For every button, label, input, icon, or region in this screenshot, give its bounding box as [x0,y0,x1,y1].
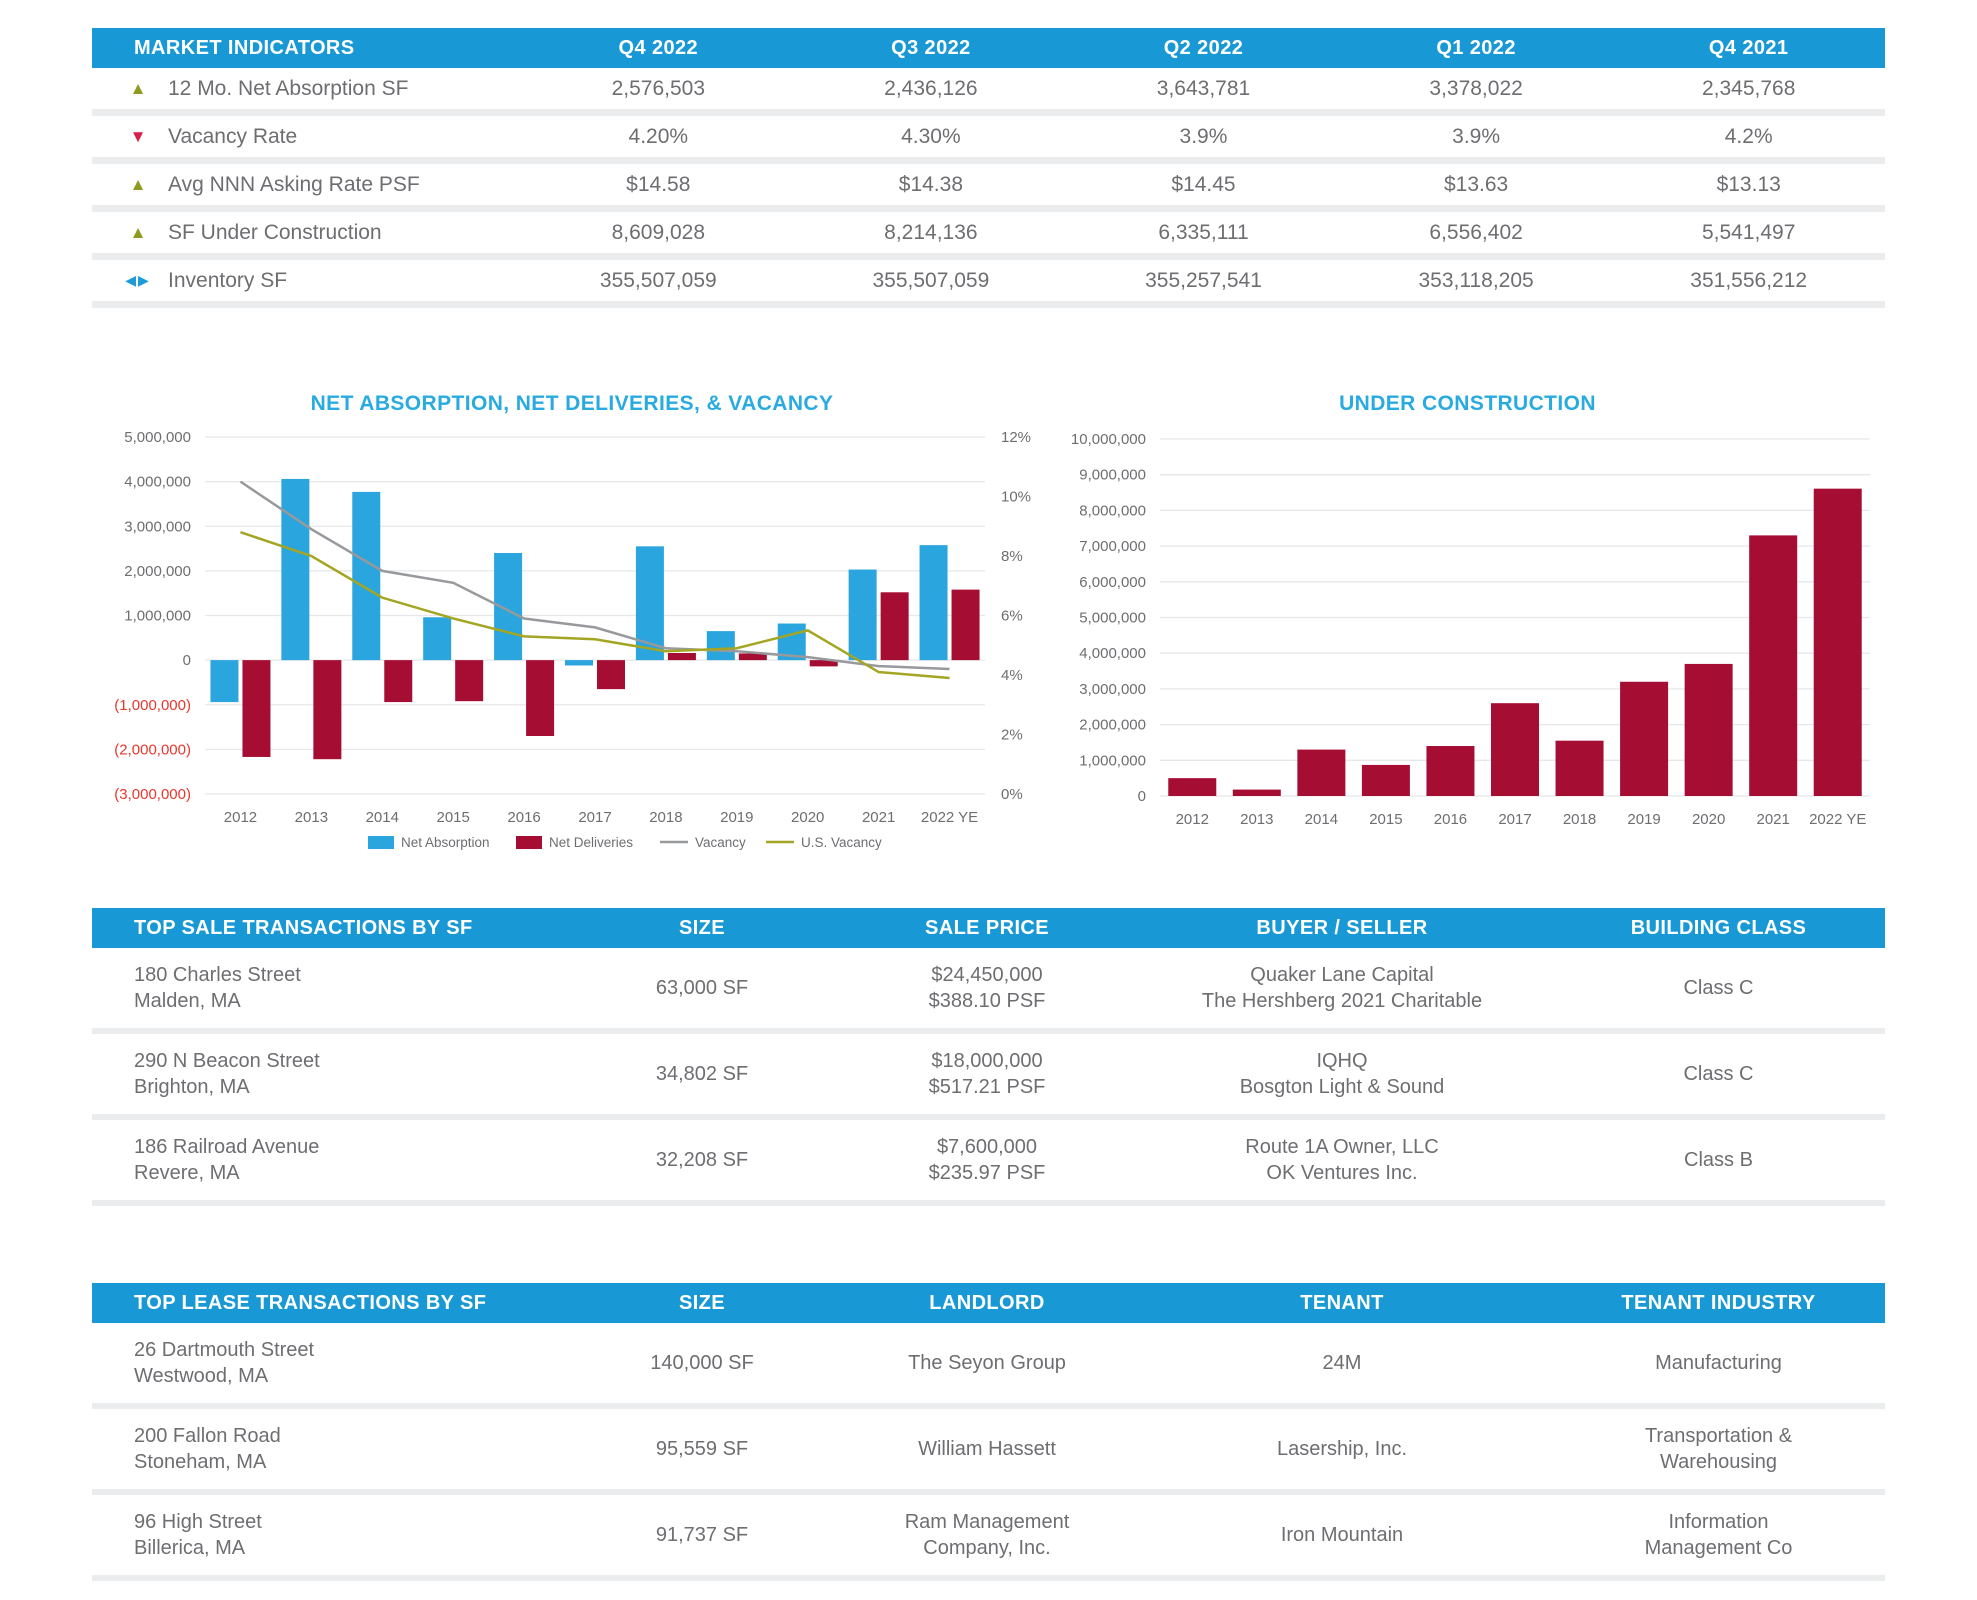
y-axis-label: 7,000,000 [1079,538,1146,556]
y-axis-label: 10,000,000 [1070,431,1146,448]
indicator-value: 6,556,402 [1429,220,1523,244]
property-address-line: Stoneham, MA [134,1451,267,1473]
under-construction-bar [1297,750,1345,796]
buyer-seller-line: Quaker Lane Capital [1250,964,1434,986]
property-address-line: 180 Charles Street [134,964,301,986]
y-axis-label: 3,000,000 [1079,680,1146,698]
landlord-line: Ram Management [904,1511,1070,1533]
table-row [92,1323,1885,1409]
sale-price [842,1134,1132,1186]
column-header-q2-2022: Q2 2022 [1163,36,1244,59]
indicator-label: Vacancy Rate [168,124,298,148]
indicator-value: 8,214,136 [884,220,978,244]
trend-up-icon: ▲ [129,222,147,242]
right-axis-label: 6% [1001,607,1023,625]
net-absorption-bar [210,660,238,702]
x-axis-label: 2016 [507,809,541,826]
column-header-sale-price: SALE PRICE [924,916,1050,939]
sale-price-line: $235.97 PSF [928,1162,1046,1184]
building-class: Class C [1683,977,1754,999]
x-axis-label: 2013 [1240,811,1274,828]
property-address-line: Malden, MA [134,990,241,1012]
sale-price [842,1048,1132,1100]
property-address-line: Brighton, MA [134,1076,250,1098]
market-indicators-table [92,28,1885,308]
sale-price-line: $24,450,000 [931,964,1043,986]
legend-label: Net Absorption [401,835,490,850]
indicator-value: 2,576,503 [611,76,706,100]
property-address-line: Billerica, MA [134,1537,246,1559]
buyer-seller-line: Bosgton Light & Sound [1239,1076,1445,1098]
x-axis-label: 2015 [436,809,470,826]
market-indicators-header [92,28,1885,68]
indicator-value: $13.63 [1443,172,1509,196]
indicator-label-cell [92,221,522,245]
under-construction-chart-title: UNDER CONSTRUCTION [1339,392,1596,415]
left-axis-label: (2,000,000) [114,741,191,759]
column-header-tenant-industry: TENANT INDUSTRY [1621,1291,1816,1314]
legend-label: U.S. Vacancy [801,835,882,850]
property-address [92,1048,562,1100]
indicator-row [92,68,1885,116]
net-deliveries-bar [597,660,625,689]
indicator-value: 8,609,028 [611,220,706,244]
indicator-value: 355,507,059 [872,268,990,292]
sale-price-line: $517.21 PSF [928,1076,1046,1098]
indicator-value: 3.9% [1452,124,1501,148]
net-absorption-bar [849,570,877,661]
x-axis-label: 2020 [1691,811,1726,828]
indicator-label-cell [92,125,522,149]
indicator-value: 353,118,205 [1418,268,1534,292]
table-row [92,1495,1885,1581]
trend-flat-icon: ◀▶ [125,272,151,288]
under-construction-bar [1749,535,1797,796]
sales-table-header [92,908,1885,948]
net-deliveries-bar [952,590,980,661]
right-axis-label: 12% [1001,429,1032,446]
indicator-value: 3,643,781 [1156,76,1251,100]
under-construction-bar [1168,778,1216,796]
property-address-line: 200 Fallon Road [134,1425,281,1447]
market-indicators-body [92,68,1885,308]
x-axis-label: 2013 [294,809,329,826]
landlord [842,1436,1132,1462]
legend-swatch-net-deliveries [516,836,542,849]
net-absorption-bar [565,660,593,665]
property-address [92,1423,562,1475]
building-class: Class B [1684,1149,1753,1171]
under-construction-bar [1233,790,1281,796]
column-header-buyer-seller: BUYER / SELLER [1256,916,1428,939]
left-axis-label: 0 [182,652,191,670]
left-axis-label: 1,000,000 [124,607,191,625]
indicator-value: 4.20% [628,124,689,148]
x-axis-label: 2015 [1369,811,1403,828]
landlord-line: The Seyon Group [908,1352,1066,1374]
y-axis-label: 1,000,000 [1079,752,1146,770]
sales-table-body [92,948,1885,1206]
indicator-value: $13.13 [1716,172,1781,196]
net-deliveries-bar [242,660,270,757]
tenant: Lasership, Inc. [1276,1438,1408,1460]
y-axis-label: 9,000,000 [1079,466,1146,484]
x-axis-label: 2016 [1433,811,1468,828]
indicator-value: 2,345,768 [1701,76,1796,100]
indicator-value: 5,541,497 [1701,220,1796,244]
under-construction-bar [1491,703,1539,796]
tenant-industry-line: Warehousing [1659,1451,1778,1473]
under-construction-bar [1426,746,1474,796]
right-axis-label: 8% [1001,548,1023,565]
tenant-industry [1552,1423,1885,1475]
buyer-seller [1132,1048,1552,1100]
indicator-value: 3.9% [1179,124,1228,148]
indicator-label: 12 Mo. Net Absorption SF [168,76,409,100]
tenant-industry [1552,1509,1885,1561]
table-row [92,948,1885,1034]
buyer-seller-line: IQHQ [1316,1050,1368,1072]
net-absorption-bar [281,479,309,660]
u-s-vacancy-line [240,532,949,678]
sale-price-line: $7,600,000 [936,1136,1038,1158]
trend-down-icon: ▼ [129,126,147,146]
x-axis-label: 2019 [1627,811,1661,828]
x-axis-label: 2018 [1562,811,1597,828]
property-address [92,1337,562,1389]
left-axis-label: 3,000,000 [124,518,191,536]
net-deliveries-bar [881,592,909,660]
left-axis-label: (1,000,000) [114,696,191,714]
x-axis-label: 2019 [720,809,754,826]
column-header-building-class: BUILDING CLASS [1630,916,1807,939]
indicator-label-cell [92,173,522,197]
indicator-value: 4.30% [901,124,961,148]
net-absorption-bar [920,545,948,660]
column-header-landlord: LANDLORD [929,1291,1045,1314]
net-absorption-bar [352,492,380,660]
indicator-row [92,212,1885,260]
indicator-value: 6,335,111 [1158,220,1249,244]
net-deliveries-bar [668,653,696,660]
right-axis-label: 10% [1001,488,1032,506]
landlord [842,1509,1132,1561]
y-axis-label: 0 [1137,788,1146,805]
property-address-line: Westwood, MA [134,1365,269,1387]
legend-label: Vacancy [695,835,746,850]
buyer-seller-line: Route 1A Owner, LLC [1245,1136,1439,1158]
indicator-row [92,260,1885,308]
column-header-q3-2022: Q3 2022 [891,36,971,59]
top-lease-transactions-table [92,1283,1885,1581]
tenant-industry-line: Management Co [1644,1537,1793,1559]
indicator-value: 355,507,059 [599,268,717,292]
transaction-size: 91,737 SF [655,1524,749,1546]
sale-price [842,962,1132,1014]
legend-label: Net Deliveries [549,835,634,850]
sale-price-line: $388.10 PSF [928,990,1046,1012]
under-construction-chart [1050,415,1885,865]
trend-up-icon: ▲ [129,174,147,194]
indicator-value: 351,556,212 [1690,268,1808,292]
vacancy-line [240,482,949,669]
y-axis-label: 4,000,000 [1079,645,1146,663]
net-absorption-bar [423,617,451,660]
under-construction-bar [1556,741,1604,796]
indicator-label: Avg NNN Asking Rate PSF [168,172,420,196]
indicator-row [92,116,1885,164]
x-axis-label: 2014 [365,809,399,826]
property-address [92,962,562,1014]
landlord-line: Company, Inc. [923,1537,1051,1559]
net-absorption-chart-svg [92,415,1052,865]
buyer-seller-line: The Hershberg 2021 Charitable [1201,990,1483,1012]
property-address [92,1134,562,1186]
indicator-value: 4.2% [1724,124,1773,148]
property-address [92,1509,562,1561]
landlord [842,1350,1132,1376]
tenant-industry [1552,1350,1885,1376]
indicator-value: $14.38 [898,172,963,196]
x-axis-label: 2021 [1756,811,1790,828]
property-address-line: Revere, MA [134,1162,240,1184]
lease-table-body [92,1323,1885,1581]
under-construction-bar [1620,682,1668,796]
sale-price-line: $18,000,000 [931,1050,1043,1072]
building-class: Class C [1683,1063,1754,1085]
under-construction-bar [1814,489,1862,796]
transaction-size: 34,802 SF [655,1063,749,1085]
net-deliveries-bar [313,660,341,759]
table-title: TOP LEASE TRANSACTIONS BY SF [134,1291,487,1314]
net-absorption-chart-title: NET ABSORPTION, NET DELIVERIES, & VACANCY [310,392,834,415]
column-header-size: SIZE [678,916,726,939]
x-axis-label: 2020 [791,809,825,826]
right-axis-label: 2% [1001,726,1023,744]
indicator-value: $14.45 [1171,172,1236,196]
left-axis-label: (3,000,000) [114,786,191,803]
property-address-line: 290 N Beacon Street [134,1050,320,1072]
y-axis-label: 6,000,000 [1079,573,1146,591]
y-axis-label: 8,000,000 [1079,502,1146,520]
x-axis-label: 2012 [223,809,258,826]
buyer-seller-line: OK Ventures Inc. [1266,1162,1418,1184]
x-axis-label: 2012 [1175,811,1209,828]
landlord-line: William Hassett [918,1438,1056,1460]
property-address-line: 96 High Street [134,1511,262,1533]
lease-table-header [92,1283,1885,1323]
transaction-size: 140,000 SF [650,1352,754,1374]
x-axis-label: 2017 [578,809,612,826]
under-construction-bar [1685,664,1733,796]
column-header-tenant: TENANT [1300,1291,1384,1314]
indicator-value: 2,436,126 [884,76,978,100]
top-sale-transactions-table [92,908,1885,1206]
indicator-value: 3,378,022 [1429,76,1523,100]
x-axis-label: 2021 [861,809,896,826]
table-row [92,1409,1885,1495]
table-title: MARKET INDICATORS [134,36,355,59]
table-title: TOP SALE TRANSACTIONS BY SF [134,916,473,939]
net-deliveries-bar [526,660,554,736]
right-axis-label: 4% [1001,667,1023,684]
indicator-row [92,164,1885,212]
legend-swatch-net-absorption [368,836,394,849]
under-construction-chart-svg [1050,415,1885,865]
indicator-label: SF Under Construction [168,220,382,244]
tenant-industry-line: Manufacturing [1655,1352,1782,1374]
left-axis-label: 2,000,000 [124,562,191,580]
x-axis-label: 2022 YE [920,809,979,826]
property-address-line: 186 Railroad Avenue [134,1136,320,1158]
net-absorption-bar [707,631,735,660]
net-absorption-chart [92,415,1052,865]
buyer-seller [1132,962,1552,1014]
column-header-q4-2022: Q4 2022 [618,36,699,59]
left-axis-label: 5,000,000 [124,429,191,446]
net-deliveries-bar [384,660,412,702]
transaction-size: 95,559 SF [655,1438,749,1460]
column-header-q4-2021: Q4 2021 [1708,36,1789,59]
column-header-size: SIZE [678,1291,726,1314]
x-axis-label: 2014 [1304,811,1339,828]
y-axis-label: 5,000,000 [1079,609,1146,627]
column-header-q1-2022: Q1 2022 [1436,36,1516,59]
tenant-industry-line: Transportation & [1644,1425,1793,1447]
x-axis-label: 2018 [649,809,683,826]
right-axis-label: 0% [1001,786,1023,803]
table-row [92,1120,1885,1206]
trend-up-icon: ▲ [129,78,147,98]
indicator-label-cell [92,77,522,101]
indicator-label-cell [92,269,522,293]
net-deliveries-bar [455,660,483,701]
transaction-size: 63,000 SF [655,977,749,999]
table-row [92,1034,1885,1120]
indicator-label: Inventory SF [168,268,288,292]
tenant: 24M [1322,1352,1362,1374]
y-axis-label: 2,000,000 [1079,716,1146,734]
left-axis-label: 4,000,000 [124,473,191,491]
x-axis-label: 2017 [1498,811,1532,828]
tenant: Iron Mountain [1280,1524,1404,1546]
x-axis-label: 2022 YE [1809,811,1867,828]
buyer-seller [1132,1134,1552,1186]
property-address-line: 26 Dartmouth Street [134,1339,315,1361]
indicator-value: 355,257,541 [1145,268,1262,292]
under-construction-bar [1362,765,1410,796]
transaction-size: 32,208 SF [655,1149,749,1171]
indicator-value: $14.58 [626,172,691,196]
tenant-industry-line: Information [1668,1511,1769,1533]
